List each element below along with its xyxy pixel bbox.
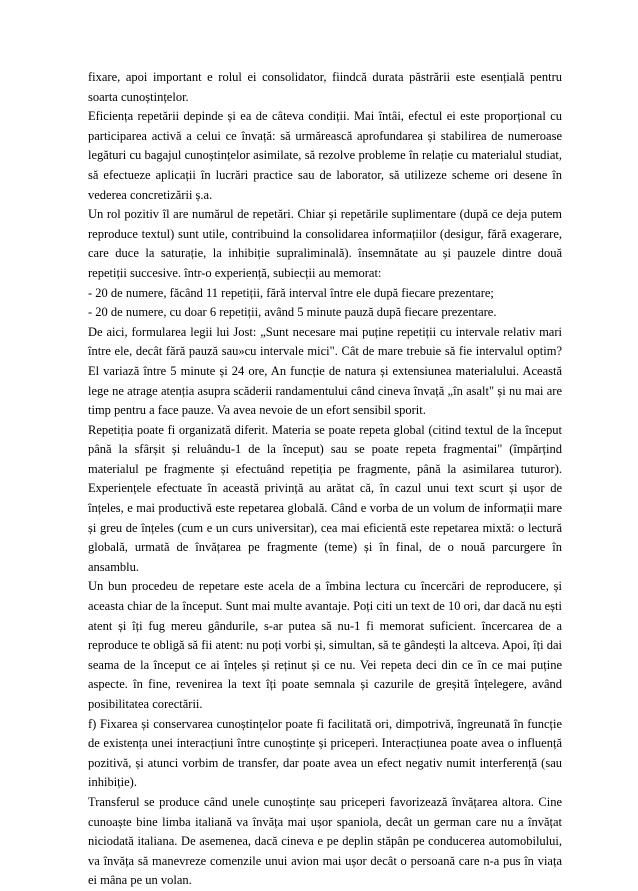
paragraph-repetition-organization: Repetiția poate fi organizată diferit. Materia se poate repeta global (citind textul de la început până la sfârșit și reluându-1 de la început) sau se poate repeta fragmentai" (împărțind materialul pe fragmente și efectuând repetiția pe fragmente, până la asimilarea tuturor). Experiențele efectuate în această privință au arătat că, în cazul unui text scurt și ușor de înțeles, e mai productivă este repetarea globală. Când e vorba de un volum de informații mare și greu de înțeles (cum e un curs universitar), cea mai eficientă este repetarea mixtă: o lectură globală, urmată de învățarea pe fragmente (teme) și în final, de o nouă parcurgere în ansamblu.	[88, 422, 562, 574]
paragraph-jost-law: De aici, formularea legii lui Jost: „Sunt necesare mai puține repetiții cu intervale relativ mari între ele, decât fără pauză sau»cu intervale mici". Cât de mare trebuie să fie intervalul optim? El variază între 5 minute și 24 ore, An funcție de natura și extensiunea materialului. Această lege ne atrage atenția asupra scăderii randamentului când cineva învață „în asalt" și nu mai are timp pentru a face pauze. Va avea nevoie de un efort sensibil sporit.	[88, 324, 562, 418]
paragraph-transfer: Transferul se produce când unele cunoștințe sau priceperi favorizează învățarea altora. Cine cunoaște bine limba italiană va învăța mai ușor spaniola, decât un german care nu a învățat niciodată italiana. De asemenea, dacă cineva e pe deplin stăpân pe conducerea automobilului, va învăța să manevreze comenzile unui avion mai ușor decât o persoană care n-a pus în viața ei mâna pe un volan.	[88, 794, 562, 888]
document-page	[88, 68, 562, 891]
list-item-experiment-first: - 20 de numere, făcând 11 repetiții, fără interval între ele după fiecare prezentare;	[88, 285, 494, 300]
paragraph-reading-and-reproduction: Un bun procedeu de repetare este acela de a îmbina lectura cu încercări de reproducere, și aceasta chiar de la început. Sunt mai multe avantaje. Poți citi un text de 10 ori, dar dacă nu ești atent și îți fug mereu gândurile, s-ar putea să nu-1 fi memorat suficient. încercarea de a reproduce te obligă să fii atent: nu poți vorbi și, simultan, să te gândești la altceva. Apoi, îți dai seama de la început ce ai înțeles și reținut și ce nu. Vei repeta deci din ce în ce mai puține aspecte. în fine, revenirea la text îți poate semnala și cazurile de greșită înțelegere, având posibilitatea corectării.	[88, 579, 562, 711]
paragraph-number-of-repetitions: Un rol pozitiv îl are numărul de repetări. Chiar și repetările suplimentare (după ce deja putem reproduce textul) sunt utile, contribuind la consolidarea informațiilor (desigur, fără exagerare, care duce la saturație, la inhibiție supraliminală). însemnătate au și pauzele dintre două repetiții succesive. într-o experiență, subiecții au memorat:	[88, 207, 562, 280]
list-item-experiment-second: - 20 de numere, cu doar 6 repetiții, având 5 minute pauză după fiecare prezentare.	[88, 305, 497, 320]
paragraph-fixation-and-conservation: f) Fixarea și conservarea cunoștințelor poate fi facilitată ori, dimpotrivă, îngreunată în funcție de existența unei interacțiuni între cunoștințe și priceperi. Interacțiunea poate avea o influență pozitivă, și atunci vorbim de transfer, dar poate avea un efect negativ numit interferență (sau inhibiție).	[88, 716, 562, 790]
paragraph-repetition-efficiency: Eficiența repetării depinde și ea de câteva condiții. Mai întâi, efectul ei este proporțional cu participarea activă a celui ce învață: să urmărească aprofundarea și stabilirea de numeroase legături cu bagajul cunoștințelor asimilate, să rezolve probleme în relație cu materialul studiat, să efectueze aplicații în lucrări practice sau de laborator, să utilizeze scheme ori desene în vederea concretizării ș.a.	[88, 109, 562, 202]
paragraph-memorization-fixation: fixare, apoi important e rolul ei consolidator, fiindcă durata păstrării este esențială pentru soarta cunoștințelor.	[88, 70, 562, 104]
